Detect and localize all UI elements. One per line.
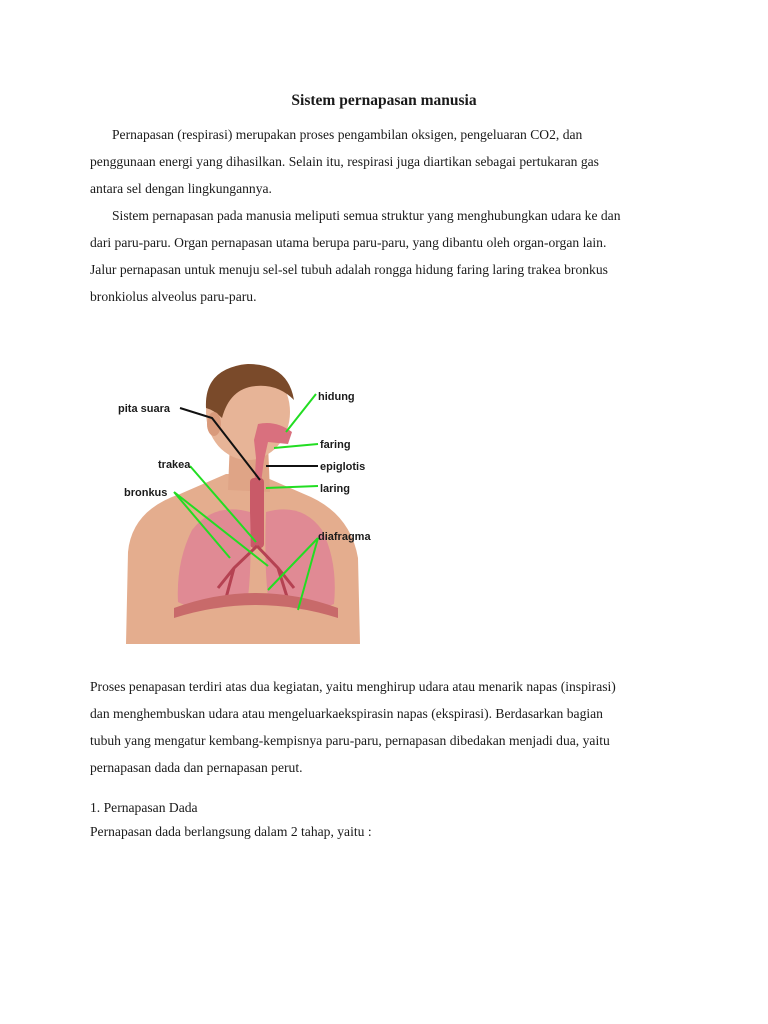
label-hidung: hidung [318, 391, 355, 403]
label-faring: faring [320, 439, 351, 451]
label-epiglotis: epiglotis [320, 461, 366, 473]
paragraph-respirasi [90, 121, 690, 202]
label-laring: laring [320, 483, 350, 495]
text-line: pernapasan dada dan pernapasan perut. [90, 760, 303, 775]
label-trakea: trakea [158, 459, 191, 471]
text-line: Pernapasan (respirasi) merupakan proses pengambilan oksigen, pengeluaran CO2, dan [112, 127, 583, 142]
text-line: penggunaan energi yang dihasilkan. Selain itu, respirasi juga diartikan sebagai pertukaran gas [90, 154, 599, 169]
label-pita-suara: pita suara [118, 403, 170, 415]
ear-shape [207, 412, 221, 436]
respiratory-system-figure [118, 362, 380, 644]
section-heading: 1. Pernapasan Dada [90, 800, 198, 815]
paragraph-sistem-pernapasan [90, 202, 690, 310]
text-line: dari paru-paru. Organ pernapasan utama berupa paru-paru, yang dibantu oleh organ-organ lain. [90, 235, 607, 250]
text-line: Pernapasan dada berlangsung dalam 2 tahap, yaitu : [90, 824, 372, 839]
text-line: Proses penapasan terdiri atas dua kegiatan, yaitu menghirup udara atau menarik napas (inspirasi) [90, 679, 616, 694]
section-pernapasan-dada [90, 796, 690, 844]
text-line: dan menghembuskan udara atau mengeluarkaekspirasin napas (ekspirasi). Berdasarkan bagian [90, 706, 603, 721]
respiratory-illustration [118, 362, 380, 644]
text-line: Sistem pernapasan pada manusia meliputi semua struktur yang menghubungkan udara ke dan [112, 208, 621, 223]
label-diafragma: diafragma [318, 531, 371, 543]
text-line: Jalur pernapasan untuk menuju sel-sel tubuh adalah rongga hidung faring laring trakea bronkus [90, 262, 608, 277]
text-line: antara sel dengan lingkungannya. [90, 181, 272, 196]
text-line: bronkiolus alveolus paru-paru. [90, 289, 257, 304]
text-line: tubuh yang mengatur kembang-kempisnya paru-paru, pernapasan dibedakan menjadi dua, yaitu [90, 733, 610, 748]
paragraph-proses-pernapasan [90, 673, 690, 781]
page-title: Sistem pernapasan manusia [291, 92, 477, 109]
label-bronkus: bronkus [124, 487, 168, 499]
